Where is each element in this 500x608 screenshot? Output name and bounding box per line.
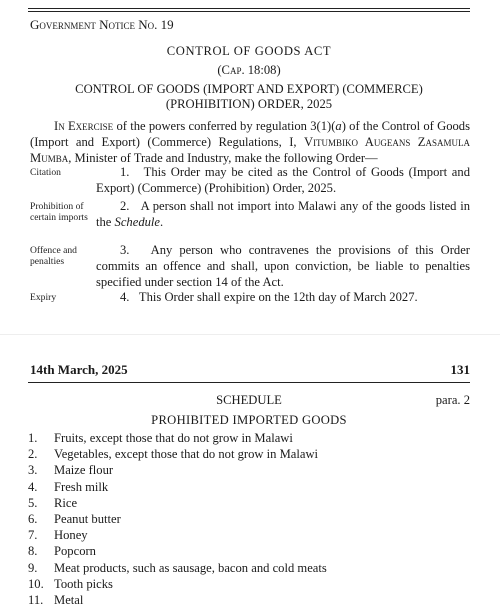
section-1-num: 1. xyxy=(120,165,130,179)
list-item-text: Popcorn xyxy=(54,544,96,559)
top-rule-2 xyxy=(28,11,470,12)
order-title-line1: CONTROL OF GOODS (IMPORT AND EXPORT) (COMMERCE) xyxy=(75,82,423,96)
list-item-number: 2. xyxy=(28,447,38,462)
list-item-text: Metal xyxy=(54,593,84,608)
section-1 xyxy=(96,164,470,196)
list-item-text: Rice xyxy=(54,495,78,510)
section-3-text: Any person who contravenes the provisions of this Order commits an offence and shall, upon conviction, be liable to penalties specified under section 14 of the Act. xyxy=(96,243,471,289)
list-item xyxy=(28,527,468,543)
list-item xyxy=(28,511,468,527)
section-4-num: 4. xyxy=(120,290,130,304)
page2-number: 131 xyxy=(450,362,470,377)
list-item xyxy=(28,446,468,462)
list-item-number: 3. xyxy=(28,463,38,478)
cap-reference: (Cap. 18:08) xyxy=(217,63,281,77)
prohibited-goods-list xyxy=(28,430,468,608)
list-item-number: 9. xyxy=(28,560,38,575)
preamble-text-a: of the powers conferred by regulation 3(1)( xyxy=(113,119,336,133)
section-1-text: This Order may be cited as the Control of Goods (Import and Export) (Commerce) (Prohibition) Order, 2025. xyxy=(96,165,470,195)
list-item-number: 10. xyxy=(28,576,44,591)
list-item-text: Peanut butter xyxy=(54,512,121,527)
section-2-num: 2. xyxy=(120,199,130,213)
section-4 xyxy=(96,289,470,305)
list-item-number: 7. xyxy=(28,528,38,543)
page2-date: 14th March, 2025 xyxy=(30,362,128,377)
preamble-text-c: , Minister of Trade and Industry, make the following Order— xyxy=(68,151,378,165)
section-2-text-before: A person shall not import into Malawi any of the goods listed in the xyxy=(96,199,470,229)
list-item-number: 8. xyxy=(28,544,38,559)
list-item-number: 11. xyxy=(28,593,44,608)
list-item-text: Fresh milk xyxy=(54,479,109,494)
list-item xyxy=(28,592,468,608)
list-item-text: Vegetables, except those that do not grow in Malawi xyxy=(54,447,319,462)
para-reference: para. 2 xyxy=(435,393,470,407)
list-item xyxy=(28,495,468,511)
list-item xyxy=(28,576,468,592)
list-item xyxy=(28,430,468,446)
list-item-text: Maize flour xyxy=(54,463,114,478)
schedule-heading: SCHEDULE xyxy=(216,393,282,407)
preamble xyxy=(30,118,470,166)
list-item xyxy=(28,560,468,576)
list-item-number: 5. xyxy=(28,495,38,510)
margin-note-citation: Citation xyxy=(30,167,61,178)
list-item xyxy=(28,462,468,478)
prohibited-goods-heading: PROHIBITED IMPORTED GOODS xyxy=(151,413,347,427)
preamble-text-b: ) of the Control of Goods (Import and Export) (Commerce) Regulations, I, xyxy=(30,119,470,149)
minister-name: Vitumbiko Augeans Zasamula Mumba xyxy=(30,135,471,165)
list-item-number: 4. xyxy=(28,479,38,494)
list-item-text: Fruits, except those that do not grow in Malawi xyxy=(54,431,293,445)
page-separator xyxy=(0,334,500,335)
preamble-italic-a: a xyxy=(335,119,342,133)
act-title: CONTROL OF GOODS ACT xyxy=(166,44,332,58)
top-rule xyxy=(28,8,470,9)
section-2 xyxy=(96,198,470,230)
section-3-num: 3. xyxy=(120,243,130,257)
section-3 xyxy=(96,242,470,290)
section-2-italic: Schedule xyxy=(114,215,161,229)
list-item-number: 1. xyxy=(28,431,38,445)
margin-note-prohibition: Prohibition of certain imports xyxy=(30,201,88,223)
list-item xyxy=(28,543,468,559)
margin-note-offence: Offence and penalties xyxy=(30,245,77,267)
section-4-text: This Order shall expire on the 12th day of March 2027. xyxy=(138,290,418,304)
preamble-lead: In Exercise xyxy=(54,119,114,133)
list-item xyxy=(28,479,468,495)
list-item-number: 6. xyxy=(28,512,38,527)
list-item-text: Tooth picks xyxy=(54,576,113,591)
page2-header-rule xyxy=(28,382,470,383)
order-title-line2: (PROHIBITION) ORDER, 2025 xyxy=(165,97,333,111)
list-item-text: Honey xyxy=(54,528,88,543)
margin-note-expiry: Expiry xyxy=(30,292,57,303)
list-item-text: Meat products, such as sausage, bacon and cold meats xyxy=(54,560,327,575)
government-notice-label: Government Notice No. 19 xyxy=(30,17,174,32)
section-2-text-after: . xyxy=(160,215,164,229)
